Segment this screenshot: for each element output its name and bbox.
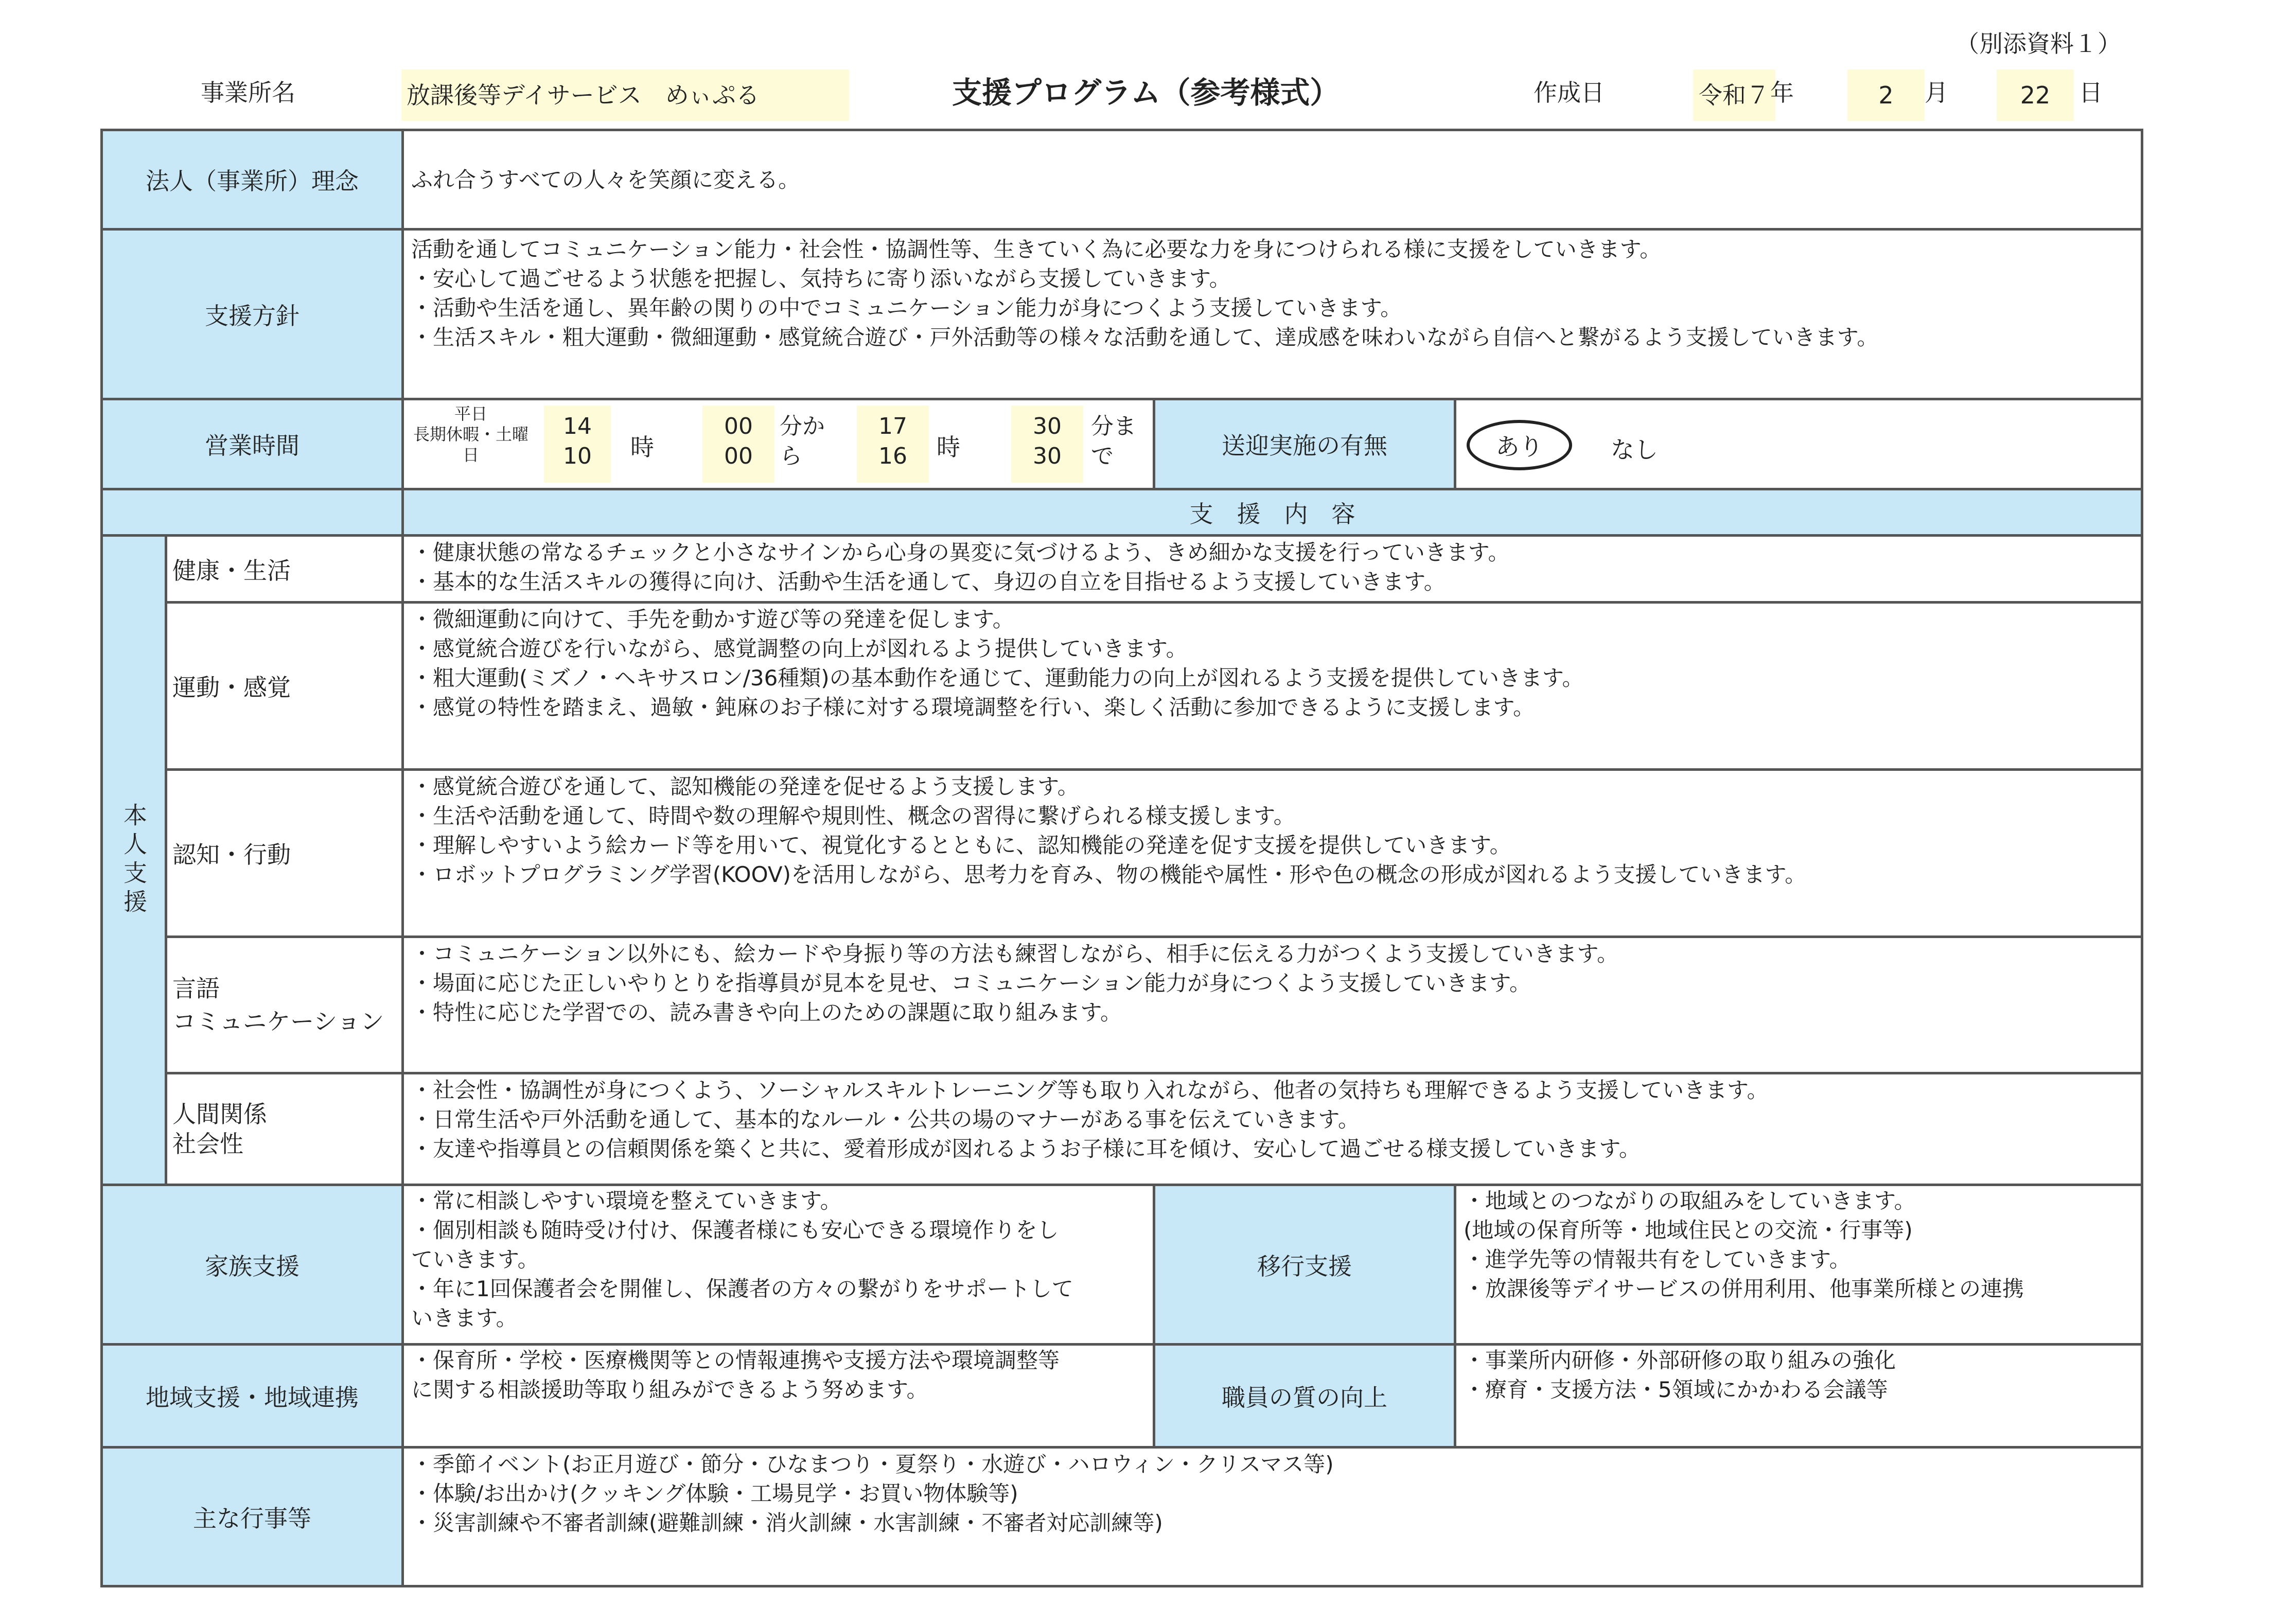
section-social-text [401, 1072, 2143, 1186]
staff-label: 職員の質の向上 [1153, 1343, 1456, 1449]
page-title: 支援プログラム（参考様式） [952, 75, 1340, 110]
transport-cell [1454, 398, 2143, 490]
language-line: ・コミュニケーション以外にも、絵カードや身振り等の方法も練習しながら、相手に伝える力がつくよう支援していきます。 [411, 941, 1619, 966]
language-label-a: 言語 [172, 975, 220, 1002]
month-unit: 月 [1925, 79, 1948, 107]
policy-line: 活動を通してコミュニケーション能力・社会性・協調性等、生きていく為に必要な力を身につけられる様に支援をしていきます。 [411, 237, 1662, 262]
family-line: ・個別相談も随時受け付け、保護者様にも安心できる環境作りをし [411, 1217, 1059, 1243]
events-line: ・季節イベント(お正月遊び・節分・ひなまつり・夏祭り・水遊び・ハロウィン・クリスマス等) [411, 1452, 1334, 1477]
holiday-label-a: 長期休暇・土曜 [413, 425, 528, 444]
language-line: ・特性に応じた学習での、読み書きや向上のための課題に取り組みます。 [411, 1000, 1122, 1025]
staff-text [1454, 1343, 2143, 1449]
cognition-line: ・ロボットプログラミング学習(KOOV)を活用しながら、思考力を育み、物の機能や属性・形や色の概念の形成が図れるよう支援していきます。 [411, 862, 1807, 887]
policy-text-cell [401, 228, 2143, 400]
hour-unit-end: 時 [937, 433, 960, 461]
community-line: に関する相談援助等取り組みができるよう努めます。 [411, 1377, 928, 1402]
social-line: ・社会性・協調性が身につくよう、ソーシャルスキルトレーニング等も取り入れながら、他者の気持ちも理解できるよう支援していきます。 [411, 1078, 1769, 1103]
hours-label: 営業時間 [100, 398, 404, 490]
philosophy-label: 法人（事業所）理念 [100, 129, 404, 231]
start-hour-holiday: 10 [563, 443, 592, 469]
family-line: ていきます。 [411, 1247, 539, 1272]
weekday-label: 平日 [454, 404, 487, 423]
support-content-left [100, 488, 404, 537]
motor-line: ・微細運動に向けて、手先を動かす遊び等の発達を促します。 [411, 607, 1014, 632]
events-line: ・体験/お出かけ(クッキング体験・工場見学・お買い物体験等) [411, 1481, 1018, 1506]
community-line: ・保育所・学校・医療機関等との情報連携や支援方法や環境調整等 [411, 1348, 1060, 1373]
transport-label: 送迎実施の有無 [1153, 398, 1456, 490]
staff-line: ・事業所内研修・外部研修の取り組みの強化 [1464, 1348, 1896, 1373]
motor-line: ・感覚の特性を踏まえ、過敏・鈍麻のお子様に対する環境調整を行い、楽しく活動に参加できるように支援します。 [411, 695, 1535, 720]
transition-line: ・進学先等の情報共有をしていきます。 [1464, 1247, 1851, 1272]
from-label-a: 分か [780, 413, 825, 439]
language-line: ・場面に応じた正しいやりとりを指導員が見本を見せ、コミュニケーション能力が身につくよう支援していきます。 [411, 970, 1531, 996]
motor-line: ・感覚統合遊びを行いながら、感覚調整の向上が図れるよう提供していきます。 [411, 636, 1188, 661]
transition-label: 移行支援 [1153, 1184, 1456, 1346]
start-min-weekday: 00 [724, 413, 753, 439]
transport-yes-text: あり [1495, 433, 1543, 461]
transition-line: (地域の保育所等・地域住民との交流・行事等) [1464, 1217, 1913, 1243]
until-label-a: 分ま [1091, 413, 1136, 439]
attachment-note: （別添資料１） [1955, 30, 2121, 58]
section-health-label: 健康・生活 [165, 534, 404, 604]
year-unit: 年 [1770, 79, 1794, 107]
holiday-label-b: 日 [462, 445, 479, 465]
community-label: 地域支援・地域連携 [100, 1343, 404, 1449]
day-unit: 日 [2079, 79, 2103, 107]
events-text [401, 1446, 2143, 1587]
staff-line: ・療育・支援方法・5領域にかかわる会議等 [1464, 1377, 1888, 1402]
start-min-holiday: 00 [724, 443, 753, 469]
health-line: ・健康状態の常なるチェックと小さなサインから心身の異変に気づけるよう、きめ細かな支援を行っていきます。 [411, 540, 1510, 565]
policy-label: 支援方針 [100, 228, 404, 400]
motor-line: ・粗大運動(ミズノ・ヘキサスロン/36種類)の基本動作を通じて、運動能力の向上が図れるよう支援を提供していきます。 [411, 665, 1584, 691]
month-value: 2 [1847, 69, 1925, 121]
until-label-b: で [1091, 443, 1114, 469]
end-hour-holiday: 16 [878, 443, 907, 469]
policy-line: ・生活スキル・粗大運動・微細運動・感覚統合遊び・戸外活動等の様々な活動を通して、達成感を味わいながら自信へと繋がるよう支援していきます。 [411, 325, 1879, 350]
era-year: 令和７ [1693, 69, 1775, 121]
created-date-label: 作成日 [1534, 79, 1605, 107]
section-motor-label: 運動・感覚 [165, 601, 404, 771]
end-min-weekday: 30 [1033, 413, 1062, 439]
policy-line: ・安心して過ごせるよう状態を把握し、気持ちに寄り添いながら支援していきます。 [411, 266, 1231, 291]
transport-no: なし [1611, 436, 1658, 464]
social-label-b: 社会性 [172, 1130, 243, 1158]
transport-yes [1467, 420, 1572, 470]
section-cognition-text [401, 768, 2143, 938]
day-value: 22 [1997, 69, 2074, 121]
end-min-holiday: 30 [1033, 443, 1062, 469]
language-label-b: コミュニケーション [172, 1008, 384, 1035]
section-language-text [401, 935, 2143, 1074]
events-line: ・災害訓練や不審者訓練(避難訓練・消火訓練・水害訓練・不審者対応訓練等) [411, 1510, 1163, 1535]
section-language-label [165, 935, 404, 1074]
social-label-a: 人間関係 [172, 1100, 267, 1128]
family-line: いきます。 [411, 1305, 518, 1331]
family-label: 家族支援 [100, 1184, 404, 1346]
from-label-b: ら [780, 443, 802, 469]
events-label: 主な行事等 [100, 1446, 404, 1587]
start-hour-weekday: 14 [563, 413, 592, 439]
personal-support-label-text: 本人支援 [120, 802, 148, 918]
family-line: ・年に1回保護者会を開催し、保護者の方々の繋がりをサポートして [411, 1276, 1073, 1301]
hours-cell [401, 398, 1155, 490]
office-name: 放課後等デイサービス めぃぷる [401, 69, 849, 121]
section-cognition-label: 認知・行動 [165, 768, 404, 938]
philosophy-text-cell [401, 129, 2143, 231]
section-social-label [165, 1072, 404, 1186]
philosophy-text: ふれ合うすべての人々を笑顔に変える。 [411, 167, 800, 192]
transition-text [1454, 1184, 2143, 1346]
support-content-header: 支 援 内 容 [401, 488, 2143, 537]
hour-unit-start: 時 [630, 433, 654, 461]
cognition-line: ・感覚統合遊びを通して、認知機能の発達を促せるよう支援します。 [411, 774, 1079, 799]
end-hour-weekday: 17 [878, 413, 907, 439]
community-text [401, 1343, 1155, 1449]
office-label: 事業所名 [201, 79, 295, 107]
policy-line: ・活動や生活を通し、異年齢の関りの中でコミュニケーション能力が身につくよう支援していきます。 [411, 295, 1402, 321]
section-health-text [401, 534, 2143, 604]
section-motor-text [401, 601, 2143, 771]
transition-line: ・放課後等デイサービスの併用利用、他事業所様との連携 [1464, 1276, 2024, 1301]
health-line: ・基本的な生活スキルの獲得に向け、活動や生活を通して、身辺の自立を目指せるよう支援していきます。 [411, 569, 1446, 594]
social-line: ・日常生活や戸外活動を通して、基本的なルール・公共の場のマナーがある事を伝えていきます。 [411, 1107, 1360, 1132]
personal-support-label [100, 534, 167, 1186]
social-line: ・友達や指導員との信頼関係を築くと共に、愛着形成が図れるようお子様に耳を傾け、安心して過ごせる様支援していきます。 [411, 1136, 1641, 1161]
family-line: ・常に相談しやすい環境を整えていきます。 [411, 1188, 842, 1213]
transition-line: ・地域とのつながりの取組みをしていきます。 [1464, 1188, 1916, 1213]
cognition-line: ・生活や活動を通して、時間や数の理解や規則性、概念の習得に繋げられる様支援します。 [411, 803, 1295, 828]
cognition-line: ・理解しやすいよう絵カード等を用いて、視覚化するとともに、認知機能の発達を促す支援を提供していきます。 [411, 833, 1511, 858]
family-text [401, 1184, 1155, 1346]
